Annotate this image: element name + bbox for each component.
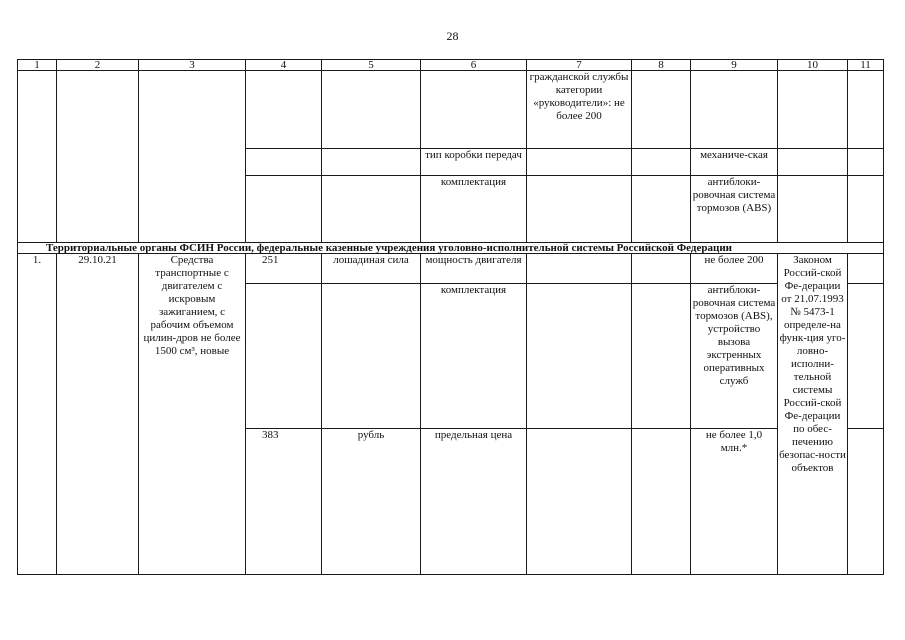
- table-cell: [246, 149, 322, 176]
- unit-name: лошадиная сила: [322, 254, 421, 284]
- table-cell: [632, 71, 691, 149]
- column-header: 1: [18, 60, 57, 71]
- table-cell: гражданской службы категории «руководители»: не более 200: [527, 71, 632, 149]
- table-cell: [848, 176, 884, 243]
- table-cell: [322, 71, 421, 149]
- table-cell: [527, 176, 632, 243]
- data-table: [17, 59, 884, 575]
- table-cell: тип коробки передач: [421, 149, 527, 176]
- page-number: 28: [446, 29, 459, 43]
- table-cell: [778, 71, 848, 149]
- table-cell: [848, 429, 884, 575]
- table-cell: [322, 176, 421, 243]
- characteristic-name: мощность двигателя: [421, 254, 527, 284]
- table-cell: [527, 149, 632, 176]
- column-header: 10: [778, 60, 848, 71]
- table-cell: [632, 284, 691, 429]
- table-cell: механиче-ская: [691, 149, 778, 176]
- table-cell: комплектация: [421, 176, 527, 243]
- unit-code: 251: [246, 254, 322, 284]
- table-cell: [322, 284, 421, 429]
- unit-code: 383: [246, 429, 322, 575]
- column-header: 8: [632, 60, 691, 71]
- column-header: 6: [421, 60, 527, 71]
- table-cell: [848, 284, 884, 429]
- characteristic-name: комплектация: [421, 284, 527, 429]
- table-cell: [57, 71, 139, 243]
- table-cell: [848, 254, 884, 284]
- unit-name: рубль: [322, 429, 421, 575]
- column-header: 3: [139, 60, 246, 71]
- table-row: [18, 71, 884, 149]
- table-cell: [778, 176, 848, 243]
- table-cell: [632, 254, 691, 284]
- table-cell: [421, 71, 527, 149]
- table-cell: [691, 71, 778, 149]
- column-header: 9: [691, 60, 778, 71]
- table-cell: [322, 149, 421, 176]
- column-header: 11: [848, 60, 884, 71]
- characteristic-value: не более 200: [691, 254, 778, 284]
- table-cell: [848, 149, 884, 176]
- table-cell: [18, 71, 57, 243]
- table-cell: [246, 284, 322, 429]
- product-name: Средства транспортные с двигателем с искровым зажиганием, с рабочим объемом цилин-дров не более 1500 см³, новые: [139, 254, 246, 575]
- table-cell: [527, 284, 632, 429]
- table-cell: [848, 71, 884, 149]
- table-cell: [632, 149, 691, 176]
- table-cell: [527, 254, 632, 284]
- column-number-row: [18, 60, 884, 71]
- column-header: 4: [246, 60, 322, 71]
- table-cell: [632, 176, 691, 243]
- table-cell: [246, 71, 322, 149]
- column-header: 2: [57, 60, 139, 71]
- table-row: [18, 254, 884, 284]
- table-cell: [527, 429, 632, 575]
- table-cell: [778, 149, 848, 176]
- table-cell: антиблоки-ровочная система тормозов (ABS): [691, 176, 778, 243]
- table-cell: [246, 176, 322, 243]
- column-header: 7: [527, 60, 632, 71]
- characteristic-value: антиблоки-ровочная система тормозов (ABS), устройство вызова экстренных оперативных служб: [691, 284, 778, 429]
- section-title: Территориальные органы ФСИН России, федеральные казенные учреждения уголовно-исполнительной системы Российской Федерации: [18, 243, 884, 254]
- table-cell: [139, 71, 246, 243]
- row-number: 1.: [18, 254, 57, 575]
- column-header: 5: [322, 60, 421, 71]
- okpd-code: 29.10.21: [57, 254, 139, 575]
- table-cell: [632, 429, 691, 575]
- section-heading-row: [18, 243, 884, 254]
- justification: Законом Россий-ской Фе-дерации от 21.07.1993 № 5473-1 определе-на функ-ция уго-ловно-исполни-тельной системы Россий-ской Фе-дерации по обес-печению безопас-ности объектов: [778, 254, 848, 575]
- characteristic-name: предельная цена: [421, 429, 527, 575]
- characteristic-value: не более 1,0 млн.*: [691, 429, 778, 575]
